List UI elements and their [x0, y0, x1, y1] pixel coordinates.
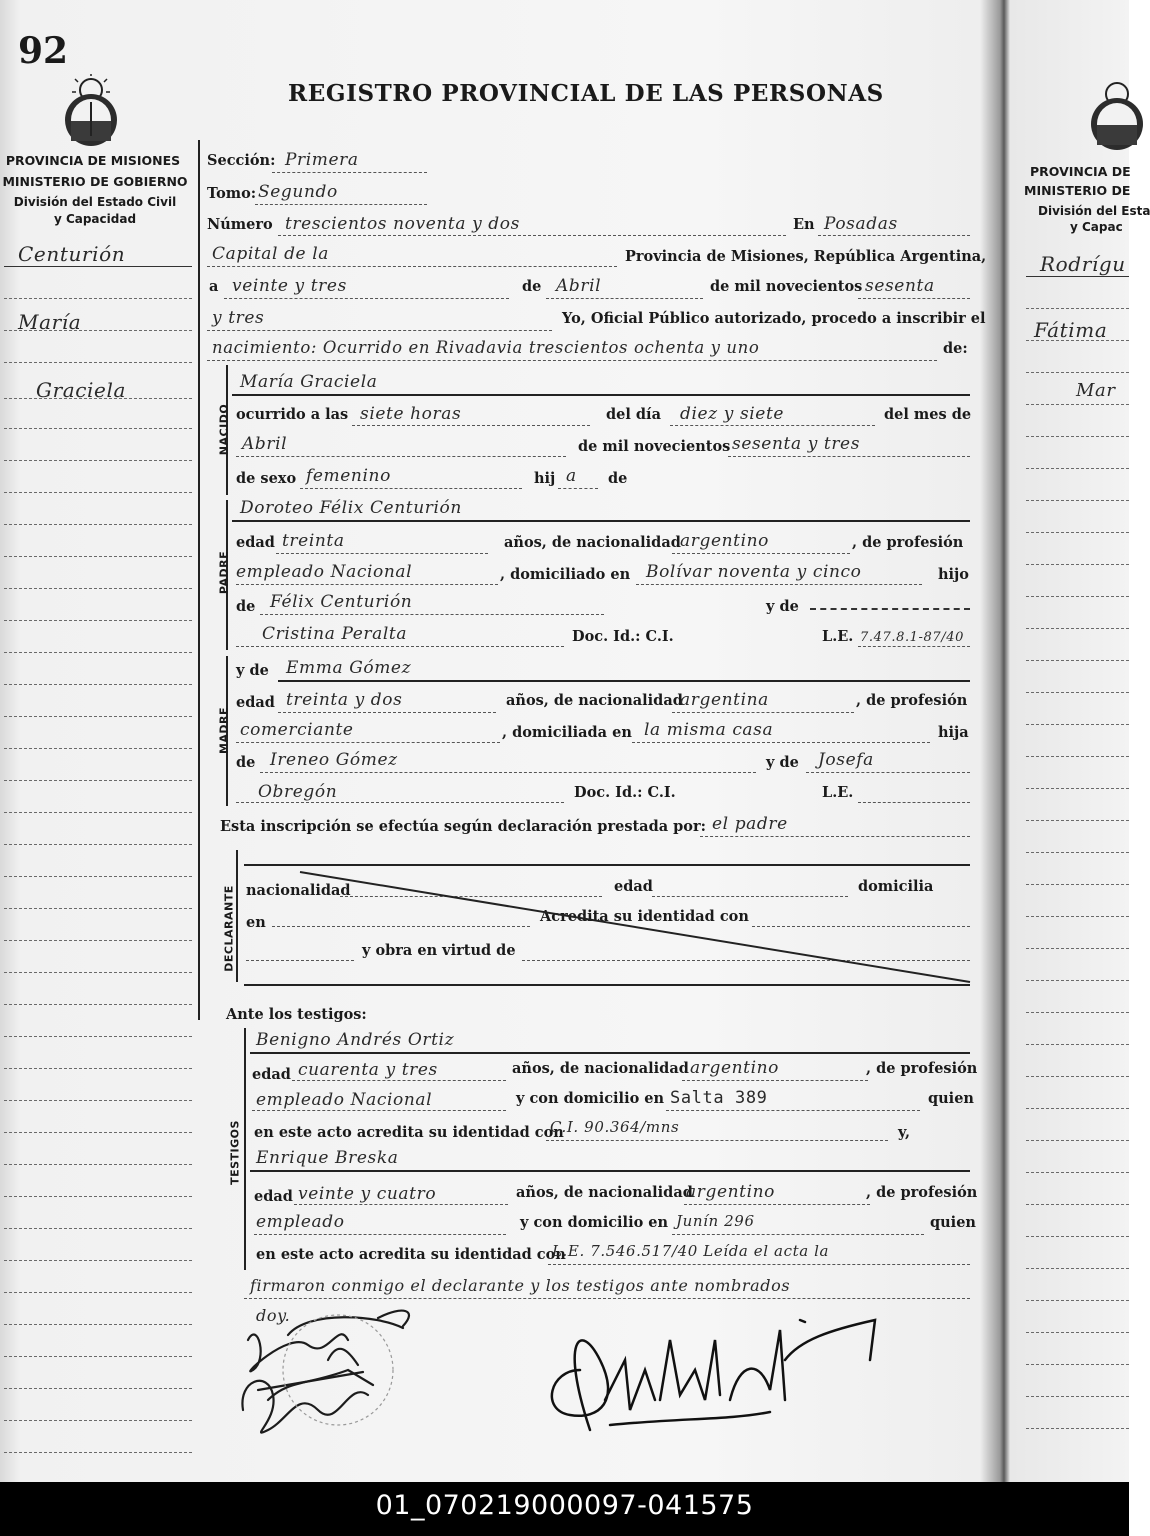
anio2-value: y tres: [212, 308, 265, 328]
testigo2-dom-label: y con domicilio en: [520, 1214, 669, 1231]
testigo1-nombre: Benigno Andrés Ortiz: [256, 1030, 455, 1050]
testigo1-prof-label: , de profesión: [866, 1060, 978, 1077]
right-margin-name-1: Fátima: [1034, 318, 1108, 342]
left-stamp-line-3: División del Estado Civil: [13, 195, 177, 209]
cierre-line-1: firmaron conmigo el declarante y los testigos ante nombrados: [250, 1276, 791, 1295]
testigo2-doc-value: L.E. 7.546.517/40 Leída el acta la: [552, 1242, 830, 1260]
padre-label: PADRE: [217, 550, 231, 595]
madre-y-de2-label: y de: [766, 754, 799, 771]
madre-nac-value: argentina: [680, 690, 769, 710]
hij-label: hij: [534, 470, 556, 487]
filename-label: 01_070219000097-041575: [375, 1490, 754, 1521]
margin-name-1: María: [18, 310, 82, 334]
nacido-label: NACIDO: [217, 403, 231, 456]
madre-nombre: Emma Gómez: [286, 658, 412, 678]
madre-edad-label: edad: [236, 694, 275, 711]
madre-padre-value: Ireneo Gómez: [270, 750, 398, 770]
page-title: REGISTRO PROVINCIAL DE LAS PERSONAS: [288, 80, 884, 107]
testigo2-quien-label: quien: [930, 1214, 976, 1231]
en-label: En: [793, 216, 815, 233]
page-number: 92: [18, 30, 69, 72]
right-stamp-line-1: PROVINCIA DE: [1030, 164, 1131, 179]
dia-value: veinte y tres: [232, 276, 347, 296]
padre-le-label: L.E.: [822, 628, 854, 645]
padre-y-de-label: y de: [766, 598, 799, 615]
testigo2-edad-value: veinte y cuatro: [298, 1184, 437, 1204]
dia-label: del día: [606, 406, 661, 423]
testigo1-quien-label: quien: [928, 1090, 974, 1107]
nacido-mes-value: Abril: [242, 434, 288, 454]
madre-doc-label: Doc. Id.: C.I.: [574, 784, 676, 801]
testigo1-dom-label: y con domicilio en: [516, 1090, 665, 1107]
madre-dom-label: , domiciliada en: [502, 724, 632, 741]
madre-nac-label: años, de nacionalidad: [506, 692, 683, 709]
testigos-bracket: [244, 1028, 246, 1270]
main-frame-line: [198, 140, 200, 1020]
testigo1-nac-value: argentino: [690, 1058, 780, 1078]
padre-nombre: Doroteo Félix Centurión: [240, 498, 462, 518]
testigo1-nac-label: años, de nacionalidad: [512, 1060, 689, 1077]
padre-doc-label: Doc. Id.: C.I.: [572, 628, 674, 645]
testigo1-acredita-label: en este acto acredita su identidad con: [254, 1124, 564, 1141]
testigo1-edad-label: edad: [252, 1066, 291, 1083]
numero-label: Número: [207, 216, 273, 233]
testigo2-prof-label: , de profesión: [866, 1184, 978, 1201]
padre-le-value: 7.47.8.1-87/40: [860, 630, 965, 645]
padre-madre-value: Cristina Peralta: [262, 624, 408, 644]
coat-of-arms-left-icon: [58, 74, 124, 152]
margin-surname: Centurión: [18, 242, 126, 266]
nacido-dia-value: diez y siete: [680, 404, 785, 424]
declaracion-text: Esta inscripción se efectúa según declaración prestada por:: [220, 818, 706, 835]
testigo2-edad-label: edad: [254, 1188, 293, 1205]
declarante-edad-label: edad: [614, 878, 653, 895]
testigo2-domicilio-value: Junín 296: [676, 1212, 755, 1230]
ocurrido-label: ocurrido a las: [236, 406, 349, 423]
testigo1-y-label: y,: [898, 1124, 911, 1141]
madre-madre-value-2: Obregón: [258, 782, 338, 802]
numero-value: trescientos noventa y dos: [285, 214, 520, 234]
mes-label: del mes de: [884, 406, 972, 423]
madre-y-de-label: y de: [236, 662, 269, 679]
lugar-value: Capital de la: [212, 244, 329, 264]
right-margin-name-2: Mar: [1076, 380, 1116, 401]
madre-de-label: de: [236, 754, 256, 771]
margin-name-2: Graciela: [36, 378, 127, 402]
seccion-value: Primera: [285, 150, 359, 170]
testigo1-doc-value: C.I. 90.364/mns: [550, 1118, 680, 1136]
padre-hijo-label: hijo: [938, 566, 969, 583]
mil-label: de mil novecientos: [710, 278, 863, 295]
tomo-label: Tomo:: [207, 185, 257, 202]
padre-nac-label: años, de nacionalidad: [504, 534, 681, 551]
declarante-en-label: en: [246, 914, 266, 931]
madre-profesion-value: comerciante: [240, 720, 354, 740]
declarante-obra-label: y obra en virtud de: [362, 942, 516, 959]
signature-right: [530, 1300, 890, 1450]
padre-profesion-value: empleado Nacional: [236, 562, 413, 582]
nacido-mil-label: de mil novecientos: [578, 438, 731, 455]
hij-de-label: de: [608, 470, 628, 487]
left-stamp-line-2: MINISTERIO DE GOBIERNO: [2, 174, 188, 189]
padre-nac-value: argentino: [680, 531, 770, 551]
madre-le-label: L.E.: [822, 784, 854, 801]
padre-edad-label: edad: [236, 534, 275, 551]
seccion-label: Sección:: [207, 152, 276, 169]
declarante-label: DECLARANTE: [222, 885, 236, 972]
padre-padre-value: Félix Centurión: [270, 592, 413, 612]
right-stamp-line-2: MINISTERIO DE: [1024, 183, 1131, 198]
testigo1-edad-value: cuarenta y tres: [298, 1060, 438, 1080]
provincia-text: Provincia de Misiones, República Argentina,: [625, 248, 987, 265]
acto-value: nacimiento: Ocurrido en Rivadavia trescientos ochenta y uno: [212, 338, 760, 357]
right-margin-surname: Rodrígu: [1040, 252, 1126, 276]
testigo2-nombre: Enrique Breska: [256, 1148, 399, 1168]
anio1-value: sesenta: [865, 276, 935, 296]
nacido-nombre: María Graciela: [240, 372, 378, 392]
mes-value: Abril: [556, 276, 602, 296]
madre-prof-label: , de profesión: [856, 692, 968, 709]
signatures-left: [228, 1300, 478, 1450]
testigo2-nac-label: años, de nacionalidad: [516, 1184, 693, 1201]
testigo2-acredita-label: en este acto acredita su identidad con: [256, 1246, 566, 1263]
testigo1-domicilio-value: Salta 389: [670, 1088, 768, 1108]
madre-hija-label: hija: [938, 724, 969, 741]
testigo2-profesion-value: empleado: [256, 1212, 345, 1232]
madre-label: MADRE: [217, 706, 231, 755]
oficial-text: Yo, Oficial Público autorizado, procedo a inscribir el: [562, 310, 986, 327]
declarante-void-strike: [300, 870, 980, 990]
padre-domicilio-value: Bolívar noventa y cinco: [646, 562, 862, 582]
tomo-value: Segundo: [258, 182, 338, 202]
padre-prof-label: , de profesión: [852, 534, 964, 551]
de-colon-label: de:: [943, 340, 968, 357]
testigo1-profesion-value: empleado Nacional: [256, 1090, 433, 1110]
nacido-anio-value: sesenta y tres: [732, 434, 861, 454]
testigos-label: TESTIGOS: [228, 1120, 242, 1185]
padre-de-label: de: [236, 598, 256, 615]
hora-value: siete horas: [360, 404, 462, 424]
testigos-ante-label: Ante los testigos:: [226, 1006, 367, 1023]
hij-value: a: [566, 466, 577, 486]
madre-madre-value-1: Josefa: [818, 750, 874, 770]
cierre-line-2: doy.: [256, 1306, 291, 1325]
declaracion-por: el padre: [712, 814, 788, 834]
madre-domicilio-value: la misma casa: [644, 720, 774, 740]
sexo-label: de sexo: [236, 470, 297, 487]
padre-dom-label: , domiciliado en: [500, 566, 631, 583]
declarante-acredita-label: Acredita su identidad con: [540, 908, 749, 925]
padre-edad-value: treinta: [282, 531, 345, 551]
declarante-nac-label: nacionalidad: [246, 882, 351, 899]
en-value: Posadas: [824, 214, 898, 234]
left-stamp-line-4: y Capacidad: [53, 212, 137, 226]
madre-edad-value: treinta y dos: [286, 690, 403, 710]
right-stamp-line-4: y Capac: [1070, 220, 1123, 234]
right-stamp-line-3: División del Esta: [1038, 204, 1150, 218]
testigo2-nac-value: argentino: [686, 1182, 776, 1202]
declarante-bracket: [236, 850, 238, 982]
sexo-value: femenino: [306, 466, 391, 486]
a-label: a: [209, 278, 219, 295]
left-stamp-line-1: PROVINCIA DE MISIONES: [5, 153, 181, 168]
de-label: de: [522, 278, 542, 295]
declarante-dom-label: domicilia: [858, 878, 934, 895]
coat-of-arms-right-icon: [1084, 78, 1134, 156]
